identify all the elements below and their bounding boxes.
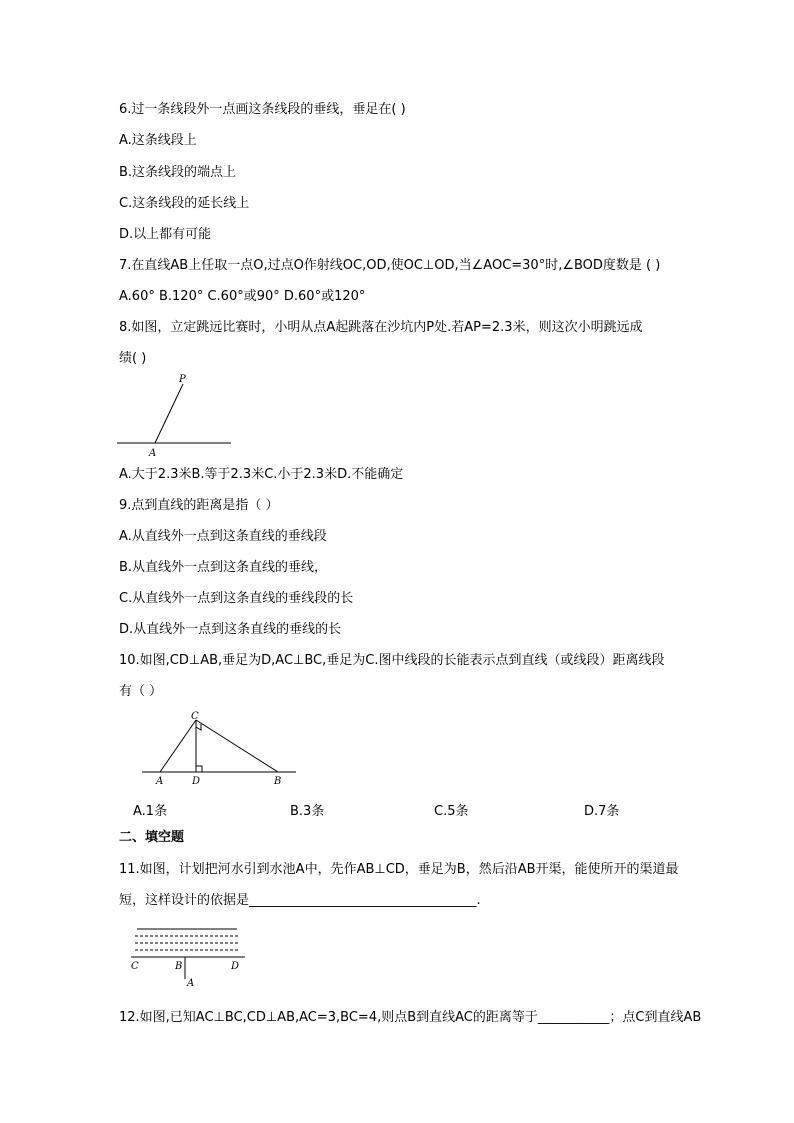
- q12-line1: 12.如图,已知AC⊥BC,CD⊥AB,AC=3,BC=4,则点B到直线AC的距离等于___________；点C到直线AB: [119, 1010, 702, 1025]
- q10-stem-line1: 10.如图,CD⊥AB,垂足为D,AC⊥BC,垂足为C.图中线段的长能表示点到直线（或线段）距离线段: [119, 653, 665, 668]
- q9-option-b: B.从直线外一点到这条直线的垂线，: [119, 560, 328, 575]
- q10-option-b: B.3条: [290, 804, 325, 819]
- q10-option-c: C.5条: [434, 804, 469, 819]
- q8-stem-line2: 绩( ): [119, 351, 147, 366]
- label-p: P: [179, 374, 186, 385]
- label-d: D: [231, 961, 240, 972]
- q6-option-d: D.以上都有可能: [119, 227, 212, 242]
- q11-line2: 短，这样设计的依据是___________________________________.: [119, 893, 481, 908]
- label-b: B: [175, 961, 183, 972]
- q9-option-d: D.从直线外一点到这条直线的垂线的长: [119, 622, 342, 637]
- q7-options: A.60° B.120° C.60°或90° D.60°或120°: [119, 289, 366, 304]
- right-angle-mark-d: [196, 766, 202, 772]
- q10-stem-line2: 有（ ）: [119, 684, 163, 699]
- segment-ap: [155, 384, 183, 443]
- q9-option-c: C.从直线外一点到这条直线的垂线段的长: [119, 591, 354, 606]
- label-c: C: [191, 711, 199, 722]
- label-a: A: [149, 448, 157, 458]
- segment-ac: [160, 720, 196, 772]
- q8-long-jump-figure: [115, 370, 235, 458]
- label-a: A: [187, 978, 195, 989]
- label-a: A: [156, 776, 164, 787]
- q7-stem: 7.在直线AB上任取一点O,过点O作射线OC,OD,使OC⊥OD,当∠AOC=30°时,∠BOD度数是 ( ): [119, 258, 661, 273]
- q9-option-a: A.从直线外一点到这条直线的垂线段: [119, 529, 327, 544]
- right-angle-mark-c: [196, 724, 201, 730]
- q11-line1: 11.如图，计划把河水引到水池A中，先作AB⊥CD，垂足为B，然后沿AB开渠，能使所开的渠道最: [119, 862, 679, 877]
- q6-option-c: C.这条线段的延长线上: [119, 196, 250, 211]
- q10-option-d: D.7条: [584, 804, 620, 819]
- q8-options: A.大于2.3米B.等于2.3米C.小于2.3米D.不能确定: [119, 467, 404, 482]
- q10-triangle-figure: [140, 708, 300, 788]
- label-b: B: [274, 776, 282, 787]
- label-d: D: [192, 776, 201, 787]
- label-c: C: [131, 961, 139, 972]
- q8-stem-line1: 8.如图，立定跳远比赛时，小明从点A起跳落在沙坑内P处.若AP=2.3米，则这次小明跳远成: [119, 320, 643, 335]
- q11-river-figure: [127, 925, 249, 991]
- q6-option-b: B.这条线段的端点上: [119, 165, 237, 180]
- section-heading: 二、填空题: [119, 830, 185, 845]
- segment-cb: [196, 720, 278, 772]
- q9-stem: 9.点到直线的距离是指（ ）: [119, 498, 279, 513]
- q10-options: [119, 800, 679, 819]
- q6-option-a: A.这条线段上: [119, 133, 197, 148]
- q6-stem: 6.过一条线段外一点画这条线段的垂线，垂足在( ): [119, 102, 406, 117]
- q10-option-a: A.1条: [133, 804, 168, 819]
